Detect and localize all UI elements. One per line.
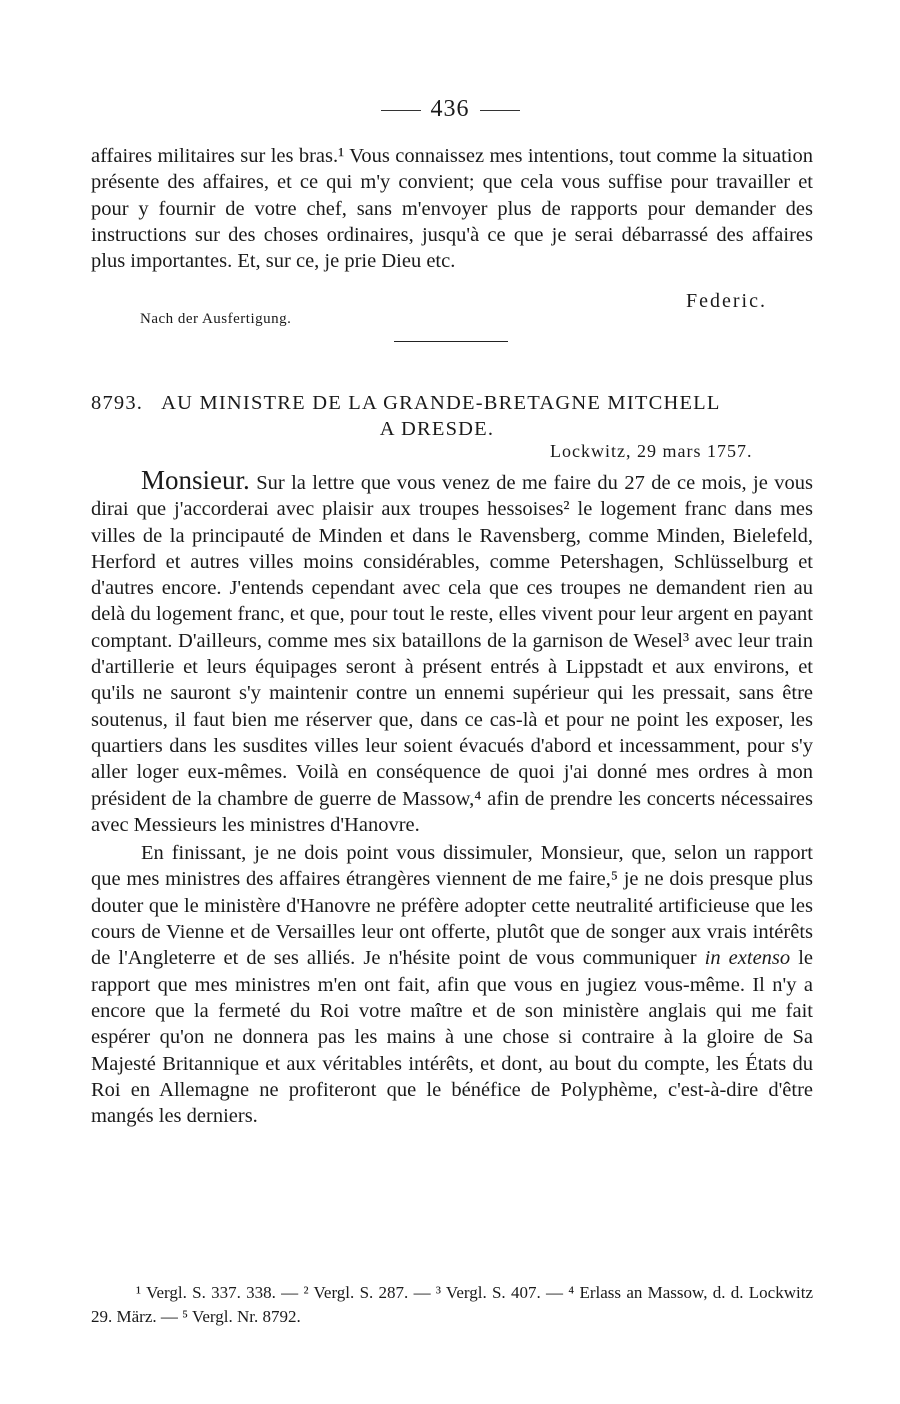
letter-title-line1: AU MINISTRE DE LA GRANDE-BRETAGNE MITCHELL [161,392,721,414]
continuation-paragraph: affaires militaires sur les bras.¹ Vous connaissez mes intentions, tout comme la situation présente des affaires, et ce qui m'y convient; que cela vous suffise pour travailler et pour y fournir de votre chef, sans m'envoyer plus de rapports pour demander des instructions sur des choses ordinaires, jusqu'à ce que je serai débarrassé des affaires plus importantes. Et, sur ce, je prie Dieu etc. [91,145,813,273]
paragraph-1-text: Sur la lettre que vous venez de me faire du 27 de ce mois, je vous dirai que j'accorderai avec plaisir aux troupes hessoises² le logement franc dans mes villes de la principauté de Minden et dans le Ravensberg, comme Minden, Bielefeld, Herford et autres villes moins considérables, comme Petershagen, Schlüsselburg et d'autres encore. J'entends cependant avec cela que ces troupes ne demandent rien au delà du logement franc, et que, pour tout le reste, elles vivent pour leur argent en payant comptant. D'ailleurs, comme mes six bataillons de la garnison de Wesel³ avec leur train d'artillerie et leurs équipages seront à présent entrés à Lippstadt et aux environs, et qu'ils ne sauront s'y maintenir contre un ennemi supérieur qui les pressait, sans être soutenus, il faut bien me réserver que, dans ce cas-là et pour ne point les exposer, les quartiers dans les susdites villes leur soient évacués d'abord et incessamment, pour s'y aller loger eux-mêmes. Voilà en conséquence de quoi j'ai donné mes ordres à mon président de la chambre de guerre de Massow,⁴ afin de prendre les concerts nécessaires avec Messieurs les ministres d'Hanovre. [91,472,813,836]
letter-heading [91,390,813,442]
letter-number: 8793. [91,392,144,414]
signature: Federic. [686,290,767,312]
footnotes [91,1281,813,1329]
italic-phrase: in extenso [704,947,791,970]
page-number: 436 [430,96,470,122]
source-note: Nach der Ausfertigung. [140,311,292,327]
footnotes-text: ¹ Vergl. S. 337. 338. — ² Vergl. S. 287. — ³ Vergl. S. 407. — ⁴ Erlass an Massow, d. d. Lockwitz 29. März. — ⁵ Vergl. Nr. 8792. [91,1283,813,1326]
letter-paragraph-1 [91,467,813,838]
dateline: Lockwitz, 29 mars 1757. [550,441,753,461]
paragraph-2-text-a: En finissant, je ne dois point vous dissimuler, Monsieur, que, selon un rapport que mes ministres des affaires étrangères viennent de me faire,⁵ je ne dois presque plus douter que le ministère d'Hanovre ne préfère adopter cette neutralité artificieuse que les cours de Vienne et de Versailles leur ont offerte, plutôt que de songer aux vrais intérêts de l'Angleterre et de ses alliés. Je n'hésite point de vous communiquer [91,842,813,970]
header-dash-right [480,110,520,111]
paragraph-2-text-b: le rapport que mes ministres m'en ont fait, afin que vous en jugiez vous-même. Il n'y a encore que la fermeté du Roi votre maître et de son ministère anglais qui me fait espérer qu'on ne donnera pas les mains à une chose si contraire à la gloire de Sa Majesté Britannique et aux véritables intérêts, et dont, au bout du compte, les États du Roi en Allemagne ne profiteront que le bénéfice de Polyphème, c'est-à-dire d'être mangés les derniers. [91,947,814,1128]
continuation-block [91,143,813,274]
header-dash-left [381,110,421,111]
page-header [0,96,900,123]
letter-paragraph-2 [91,840,813,1129]
letter-title-line2: A DRESDE. [379,418,495,440]
salutation: Monsieur. [141,465,250,495]
letter-body [91,467,813,1129]
section-divider [394,341,508,342]
